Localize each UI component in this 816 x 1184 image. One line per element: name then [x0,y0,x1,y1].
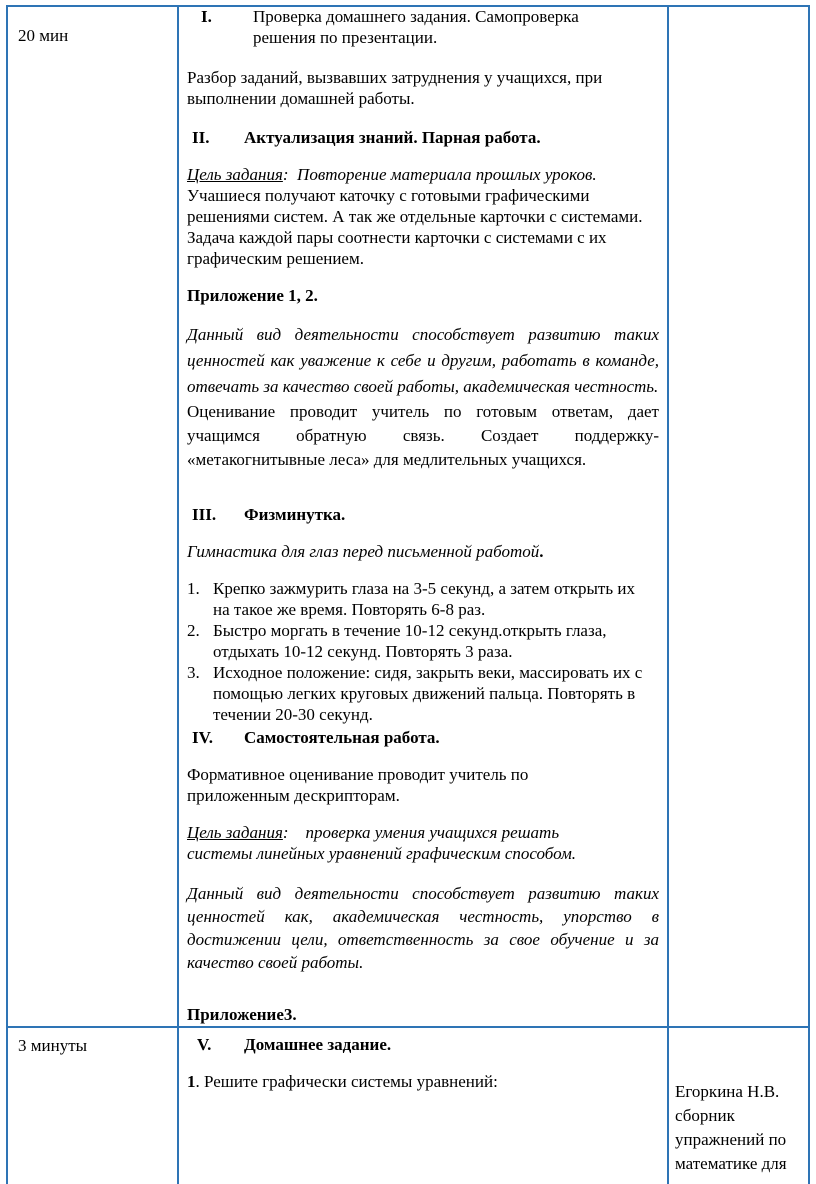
section-5-task-num: 1 [187,1072,196,1091]
section-4-numeral: IV. [192,728,213,747]
resource-line-2: сборник [675,1106,735,1125]
section-3-subtitle-line [187,541,659,562]
exercise-item-1-text: Крепко зажмурить глаза на 3-5 секунд, а затем открыть их на такое же время. Повторять 6-8 раз. [213,579,635,619]
section-1 [201,6,659,48]
section-5-task [187,1071,659,1092]
row1-content [187,6,659,1025]
section-4-appendix: Приложение3. [187,1005,297,1024]
section-2-title: Актуализация знаний. Парная работа. [244,128,541,147]
section-5-numeral: V. [197,1035,212,1054]
section-4-title: Самостоятельная работа. [244,728,440,747]
column-divider-2 [667,5,669,1184]
exercise-item-1-num: 1. [187,579,200,598]
section-2-goal-text: Повторение материала прошлых уроков. [297,165,597,184]
section-2-heading [192,127,659,148]
exercise-list [187,578,659,725]
row-divider [6,1026,810,1028]
section-2-appendix: Приложение 1, 2. [187,286,318,305]
section-3-subtitle-dot: . [539,542,544,561]
section-2-goal-line [187,164,659,185]
resource-line-3: упражнений по [675,1130,787,1149]
section-4-goal-text: проверка умения учащихся решать системы линейных уравнений графическим способом. [187,823,577,863]
section-2-values: Данный вид деятельности способствует развитию таких ценностей как уважение к себе и другим, работать в команде, отвечать за качество своей работы, академическая честность. [187,325,659,396]
exercise-item-2-text: Быстро моргать в течение 10-12 секунд.открыть глаза, отдыхать 10-12 секунд. Повторять 3 раза. [213,621,607,661]
section-5-task-text: . Решите графически системы уравнений: [195,1072,498,1091]
section-4-formative: Формативное оценивание проводит учитель по приложенным дескрипторам. [187,765,529,805]
row2-content [187,1034,659,1092]
section-1-analysis: Разбор заданий, вызвавших затруднения у учащихся, при выполнении домашней работы. [187,68,603,108]
exercise-item-2 [187,620,659,662]
section-4-heading [192,727,659,748]
section-4-goal-colon: : [282,823,289,842]
section-3-title: Физминутка. [244,505,346,524]
row1-time: 20 мин [18,26,69,45]
column-divider-1 [177,5,179,1184]
section-3-numeral: III. [192,505,217,524]
section-4-goal [187,822,617,864]
section-5-title: Домашнее задание. [244,1035,392,1054]
section-4-values: Данный вид деятельности способствует развитию таких ценностей как, академическая честность, упорство в достижении цели, ответственность за свое обучение и за качество своей работы. [187,884,659,972]
row2-time: 3 минуты [18,1036,88,1055]
resource-line-1: Егоркина Н.В. [675,1082,780,1101]
section-4-goal-label: Цель задания [187,823,283,842]
section-3-heading [192,504,659,525]
section-1-text: Проверка домашнего задания. Самопроверка решения по презентации. [253,7,579,47]
section-2-goal-colon: : [282,165,289,184]
section-2-assessment: Оценивание проводит учитель по готовым ответам, дает учащимся обратную связь. Создает поддержку- «метакогнитывные леса» для медлительных учащихся. [187,402,659,469]
exercise-item-2-num: 2. [187,621,200,640]
resource-line-4: математике для [675,1154,787,1173]
section-2-description: Учашиеся получают каточку с готовыми графическими решениями систем. А так же отдельные карточки с системами. Задача каждой пары соотнести карточки с системами с их графическим решением. [187,186,643,268]
section-2-goal-label: Цель задания [187,165,283,184]
section-2-numeral: II. [192,128,210,147]
exercise-item-3 [187,662,659,725]
exercise-item-3-text: Исходное положение: сидя, закрыть веки, массировать их с помощью легких круговых движений пальца. Повторять в течении 20-30 секунд. [213,663,643,724]
exercise-item-1 [187,578,659,620]
section-1-numeral: I. [201,7,212,26]
row2-resources [675,1080,805,1176]
section-5-heading [197,1034,659,1055]
exercise-item-3-num: 3. [187,663,200,682]
table-border-right [808,5,810,1184]
section-3-subtitle: Гимнастика для глаз перед письменной работой [187,542,540,561]
table-border-left [6,5,8,1184]
